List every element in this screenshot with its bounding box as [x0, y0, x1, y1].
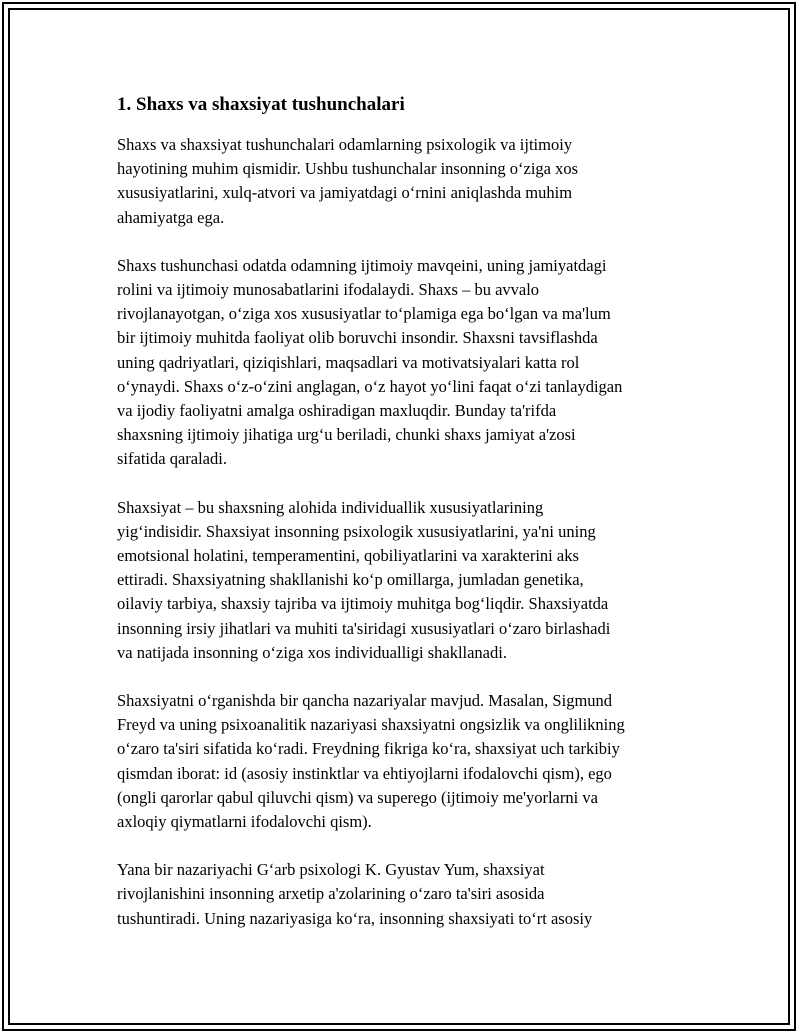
text-line: xususiyatlarini, xulq-atvori va jamiyatdagi o‘rnini aniqlashda muhim: [117, 183, 573, 203]
text-line: (ongli qarorlar qabul qiluvchi qism) va superego (ijtimoiy me'yorlarni va: [117, 787, 598, 807]
section-heading: 1. Shaxs va shaxsiyat tushunchalari: [117, 94, 405, 115]
text-line: uning qadriyatlari, qiziqishlari, maqsadlari va motivatsiyalari katta rol: [117, 352, 580, 372]
text-line: o‘ynaydi. Shaxs o‘z-o‘zini anglagan, o‘z hayot yo‘lini faqat o‘zi tanlaydigan: [117, 376, 623, 396]
paragraph-shaxs: [117, 254, 692, 472]
document-body: [117, 93, 692, 955]
text-line: rivojlanayotgan, o‘ziga xos xususiyatlar to‘plamiga ega bo‘lgan va ma'lum: [117, 304, 611, 324]
text-line: rivojlanishini insonning arxetip a'zolarining o‘zaro ta'siri asosida: [117, 884, 545, 904]
text-line: Freyd va uning psixoanalitik nazariyasi shaxsiyatni ongsizlik va onglilikning: [117, 715, 625, 735]
text-line: ettiradi. Shaxsiyatning shakllanishi ko‘p omillarga, jumladan genetika,: [117, 570, 584, 590]
text-line: rolini va ijtimoiy munosabatlarini ifodalaydi. Shaxs – bu avvalo: [117, 280, 540, 300]
text-line: Shaxs va shaxsiyat tushunchalari odamlarning psixologik va ijtimoiy: [117, 135, 573, 154]
paragraph-jung: [117, 858, 692, 931]
text-line: ahamiyatga ega.: [117, 207, 225, 227]
text-line: va natijada insonning o‘ziga xos individualligi shakllanadi.: [117, 642, 507, 662]
text-line: emotsional holatini, temperamentini, qobiliyatlarini va xarakterini aks: [117, 546, 579, 566]
text-line: hayotining muhim qismidir. Ushbu tushunchalar insonning o‘ziga xos: [117, 159, 579, 179]
text-line: va ijodiy faoliyatni amalga oshiradigan maxluqdir. Bunday ta'rifda: [117, 401, 557, 421]
text-line: shaxsning ijtimoiy jihatiga urg‘u beriladi, chunki shaxs jamiyat a'zosi: [117, 425, 576, 445]
text-line: qismdan iborat: id (asosiy instinktlar va ehtiyojlarni ifodalovchi qism), ego: [117, 763, 612, 783]
text-line: o‘zaro ta'siri sifatida ko‘radi. Freydning fikriga ko‘ra, shaxsiyat uch tarkibiy: [117, 739, 620, 759]
paragraph-theories: [117, 689, 692, 834]
text-line: insonning irsiy jihatlari va muhiti ta'siridagi xususiyatlari o‘zaro birlashadi: [117, 618, 611, 638]
text-line: sifatida qaraladi.: [117, 449, 227, 469]
text-line: oilaviy tarbiya, shaxsiy tajriba va ijtimoiy muhitga bog‘liqdir. Shaxsiyatda: [117, 594, 609, 614]
text-line: tushuntiradi. Uning nazariyasiga ko‘ra, insonning shaxsiyati to‘rt asosiy: [117, 908, 593, 928]
text-line: bir ijtimoiy muhitda faoliyat olib boruvchi insondir. Shaxsni tavsiflashda: [117, 328, 598, 348]
paragraph-intro: [117, 133, 692, 230]
text-line: Shaxs tushunchasi odatda odamning ijtimoiy mavqeini, uning jamiyatdagi: [117, 255, 607, 275]
text-line: Shaxsiyat – bu shaxsning alohida individuallik xususiyatlarining: [117, 497, 544, 517]
text-line: yig‘indisidir. Shaxsiyat insonning psixologik xususiyatlarini, ya'ni uning: [117, 521, 596, 541]
paragraph-shaxsiyat: [117, 496, 692, 665]
text-line: axloqiy qiymatlarni ifodalovchi qism).: [117, 812, 372, 832]
text-line: Yana bir nazariyachi G‘arb psixologi K. Gyustav Yum, shaxsiyat: [117, 860, 545, 880]
text-line: Shaxsiyatni o‘rganishda bir qancha nazariyalar mavjud. Masalan, Sigmund: [117, 691, 613, 711]
